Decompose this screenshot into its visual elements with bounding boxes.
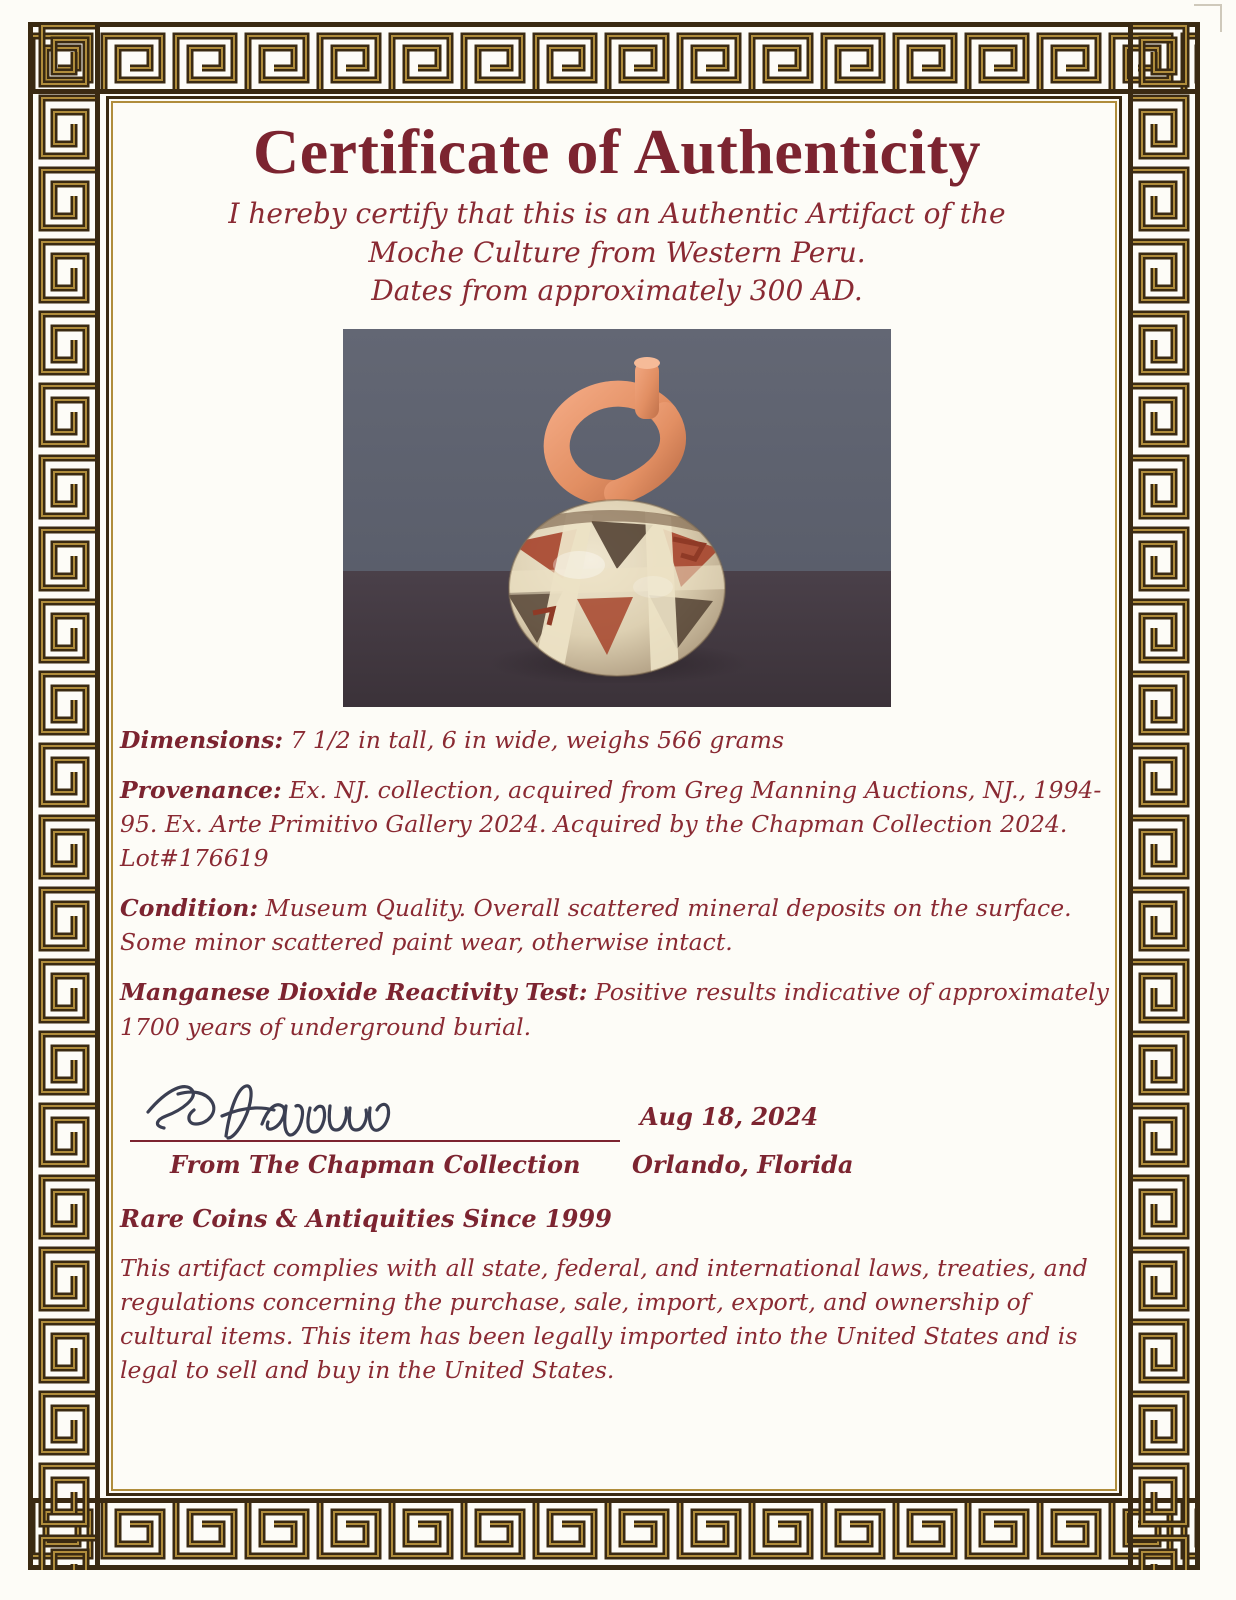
signature-date: Aug 18, 2024 [640, 1101, 819, 1131]
field-manganese-test-value: Positive results indicative of approximately 1700 years of underground burial. [120, 978, 1109, 1041]
field-condition [120, 891, 1114, 959]
greek-key-border-right [1128, 22, 1200, 1570]
field-dimensions-label: Dimensions: [120, 726, 284, 755]
field-manganese-test [120, 975, 1114, 1043]
company-tagline: Rare Coins & Antiquities Since 1999 [120, 1203, 612, 1233]
certificate-subtitle [140, 195, 1094, 311]
subtitle-line-2: Moche Culture from Western Peru. [368, 235, 866, 269]
field-condition-label: Condition: [120, 894, 259, 923]
greek-key-border-top [28, 22, 1200, 94]
field-condition-value: Museum Quality. Overall scattered mineral deposits on the surface. Some minor scattered paint wear, otherwise intact. [120, 894, 1072, 957]
field-dimensions [120, 723, 1114, 757]
field-provenance-value: Ex. NJ. collection, acquired from Greg Manning Auctions, NJ., 1994-95. Ex. Arte Primitivo Gallery 2024. Acquired by the Chapman Collection 2024. Lot#176619 [120, 776, 1102, 873]
signature-caption: From The Chapman Collection [170, 1149, 581, 1179]
legal-compliance-text: This artifact complies with all state, federal, and international laws, treaties, and regulations concerning the purchase, sale, import, export, and ownership of cultural items. This item has been legally imported into the United States and is legal to sell and buy in the United States. [120, 1253, 1088, 1385]
signature-rule [130, 1140, 620, 1142]
greek-key-border-bottom [28, 1498, 1200, 1570]
signature-block [120, 1078, 1114, 1186]
certificate-content [112, 108, 1122, 1498]
field-provenance [120, 773, 1114, 875]
certificate-title: Certificate of Authenticity [253, 116, 981, 187]
subtitle-line-1: I hereby certify that this is an Authentic Artifact of the [228, 197, 1006, 231]
greek-key-border-left [28, 22, 100, 1570]
pottery-vessel-illustration [467, 343, 767, 683]
signature-city: Orlando, Florida [632, 1149, 854, 1179]
field-provenance-label: Provenance: [120, 776, 282, 805]
field-dimensions-value: 7 1/2 in tall, 6 in wide, weighs 566 grams [283, 726, 785, 755]
artifact-photograph [343, 329, 891, 707]
subtitle-line-3: Dates from approximately 300 AD. [371, 274, 863, 308]
handwritten-signature-icon [134, 1072, 464, 1150]
field-manganese-test-label: Manganese Dioxide Reactivity Test: [120, 978, 588, 1007]
